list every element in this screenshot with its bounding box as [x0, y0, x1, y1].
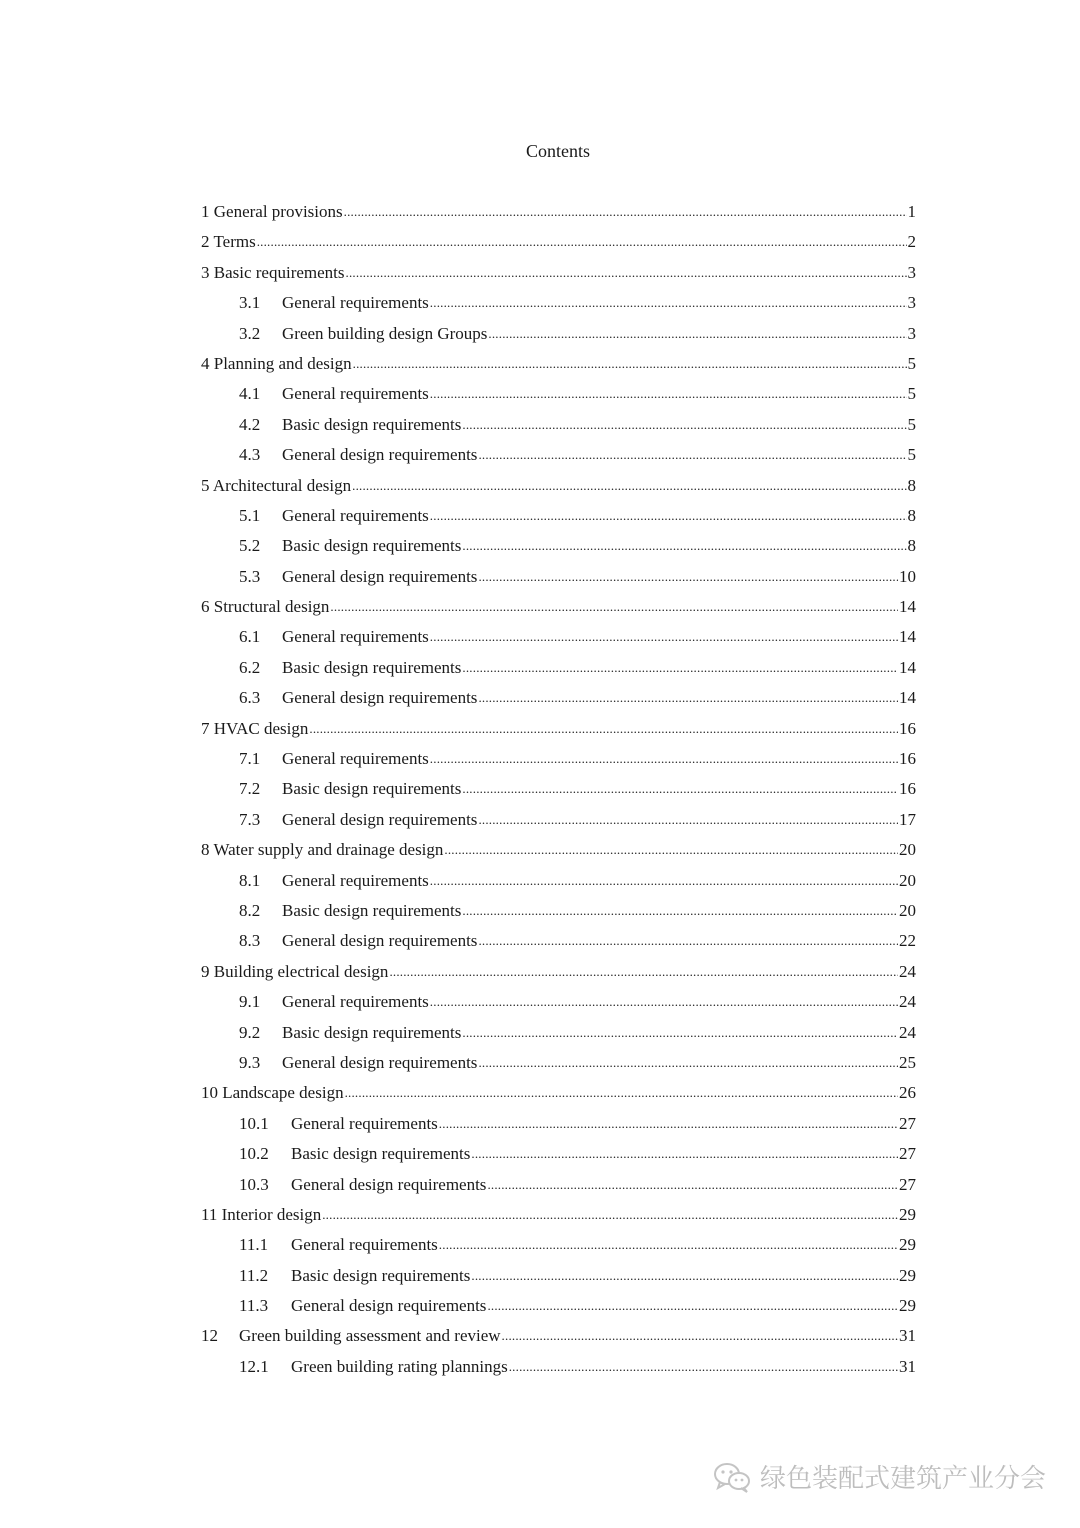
- toc-entry-label: General requirements: [282, 293, 429, 313]
- toc-chapter-entry[interactable]: [201, 349, 916, 379]
- toc-page-number: 5: [907, 445, 916, 465]
- toc-entry-title: [239, 562, 477, 592]
- toc-entry-number: 12.1: [239, 1356, 269, 1376]
- toc-entry-label: Planning and design: [213, 353, 352, 373]
- toc-dot-leader: [462, 530, 906, 561]
- toc-section-entry[interactable]: [201, 774, 916, 804]
- toc-entry-label: General requirements: [291, 1235, 438, 1255]
- toc-entry-title: [239, 319, 487, 349]
- toc-entry-label: General requirements: [282, 384, 429, 404]
- toc-page-number: 3: [907, 293, 916, 313]
- toc-entry-title: [201, 197, 343, 227]
- toc-dot-leader: [430, 500, 907, 531]
- toc-entry-label: General design requirements: [282, 445, 478, 465]
- toc-page-number: 29: [899, 1204, 916, 1224]
- toc-entry-title: [201, 227, 256, 257]
- toc-entry-number: 3.1: [239, 293, 261, 313]
- toc-entry-number: 8.1: [239, 870, 261, 890]
- toc-dot-leader: [309, 713, 898, 744]
- toc-entry-label: General design requirements: [282, 931, 478, 951]
- toc-dot-leader: [430, 865, 898, 896]
- toc-entry-label: Basic design requirements: [282, 1022, 462, 1042]
- table-of-contents: [201, 197, 916, 1382]
- toc-entry-title: [239, 987, 429, 1017]
- toc-dot-leader: [462, 652, 898, 683]
- toc-entry-title: [239, 1291, 486, 1321]
- toc-entry-title: [239, 1048, 477, 1078]
- toc-entry-label: Basic design requirements: [282, 657, 462, 677]
- toc-entry-label: Interior design: [221, 1204, 322, 1224]
- toc-section-entry[interactable]: [201, 410, 916, 440]
- toc-page-number: 27: [899, 1144, 916, 1164]
- toc-page-number: 5: [907, 353, 916, 373]
- toc-page-number: 10: [899, 566, 916, 586]
- toc-entry-title: [239, 531, 461, 561]
- toc-chapter-entry[interactable]: [201, 957, 916, 987]
- toc-dot-leader: [345, 1077, 898, 1108]
- toc-entry-label: General design requirements: [291, 1174, 487, 1194]
- toc-entry-title: [239, 683, 477, 713]
- toc-entry-label: Basic design requirements: [282, 900, 462, 920]
- toc-page-number: 27: [899, 1174, 916, 1194]
- toc-page-number: 31: [899, 1356, 916, 1376]
- toc-entry-number: 9.3: [239, 1052, 261, 1072]
- toc-dot-leader: [346, 257, 907, 288]
- toc-entry-label: Structural design: [213, 597, 330, 617]
- toc-page-number: 5: [907, 414, 916, 434]
- toc-dot-leader: [322, 1199, 898, 1230]
- toc-dot-leader: [439, 1229, 898, 1260]
- toc-entry-label: Building electrical design: [213, 961, 389, 981]
- toc-page-number: 8: [907, 505, 916, 525]
- toc-dot-leader: [462, 1017, 898, 1048]
- toc-page-number: 16: [899, 749, 916, 769]
- toc-entry-title: [239, 653, 461, 683]
- toc-entry-label: General design requirements: [291, 1296, 487, 1316]
- toc-dot-leader: [462, 895, 898, 926]
- toc-entry-label: Green building assessment and review: [239, 1326, 501, 1346]
- toc-dot-leader: [430, 287, 907, 318]
- toc-entry-number: 10.1: [239, 1113, 269, 1133]
- toc-page-number: 25: [899, 1052, 916, 1072]
- toc-entry-number: 7.3: [239, 809, 261, 829]
- toc-entry-label: Architectural design: [212, 475, 352, 495]
- toc-section-entry[interactable]: [201, 1352, 916, 1382]
- watermark: [712, 1458, 1046, 1495]
- toc-entry-number: 6.1: [239, 627, 261, 647]
- toc-dot-leader: [430, 621, 898, 652]
- toc-page-number: 8: [907, 475, 916, 495]
- toc-page-number: 24: [899, 961, 916, 981]
- toc-entry-label: HVAC design: [213, 718, 309, 738]
- toc-entry-label: Green building rating plannings: [291, 1356, 508, 1376]
- toc-entry-title: [239, 926, 477, 956]
- toc-dot-leader: [488, 318, 906, 349]
- toc-entry-number: 11.3: [239, 1296, 269, 1316]
- toc-entry-title: [201, 592, 329, 622]
- toc-entry-title: [239, 501, 429, 531]
- toc-chapter-entry[interactable]: [201, 227, 916, 257]
- toc-entry-number: 6: [201, 597, 210, 617]
- toc-entry-number: 10: [201, 1083, 218, 1103]
- toc-entry-title: [201, 957, 388, 987]
- toc-entry-number: 3.2: [239, 323, 261, 343]
- toc-dot-leader: [487, 1169, 898, 1200]
- toc-dot-leader: [502, 1320, 898, 1351]
- toc-dot-leader: [462, 409, 906, 440]
- toc-entry-label: Basic design requirements: [291, 1265, 471, 1285]
- toc-entry-title: [239, 1230, 438, 1260]
- toc-dot-leader: [430, 986, 898, 1017]
- toc-entry-label: General requirements: [282, 992, 429, 1012]
- toc-entry-title: [239, 1018, 461, 1048]
- toc-entry-number: 8.3: [239, 931, 261, 951]
- toc-chapter-entry[interactable]: [201, 835, 916, 865]
- toc-page-number: 20: [899, 870, 916, 890]
- toc-entry-title: [201, 258, 345, 288]
- toc-chapter-entry[interactable]: [201, 197, 916, 227]
- toc-entry-title: [239, 288, 429, 318]
- toc-entry-title: [239, 774, 461, 804]
- toc-page-number: 31: [899, 1326, 916, 1346]
- toc-entry-number: 11: [201, 1204, 218, 1224]
- toc-entry-label: General provisions: [213, 202, 343, 221]
- toc-page-number: 27: [899, 1113, 916, 1133]
- toc-section-entry[interactable]: [201, 1018, 916, 1048]
- toc-page-number: 24: [899, 992, 916, 1012]
- toc-page-number: 22: [899, 931, 916, 951]
- toc-entry-number: 9.2: [239, 1022, 261, 1042]
- toc-entry-title: [201, 1078, 344, 1108]
- toc-page-number: 29: [899, 1296, 916, 1316]
- wechat-icon: [712, 1461, 752, 1493]
- toc-page-number: 16: [899, 718, 916, 738]
- toc-section-entry[interactable]: [201, 1291, 916, 1321]
- toc-page-number: 29: [899, 1265, 916, 1285]
- toc-entry-label: General requirements: [282, 870, 429, 890]
- toc-entry-number: 7: [201, 718, 210, 738]
- toc-dot-leader: [330, 591, 898, 622]
- toc-entry-number: 3: [201, 262, 210, 282]
- toc-page-number: 3: [907, 262, 916, 282]
- toc-entry-number: 6.3: [239, 688, 261, 708]
- toc-dot-leader: [478, 925, 898, 956]
- toc-page-number: 24: [899, 1022, 916, 1042]
- toc-dot-leader: [478, 1047, 898, 1078]
- toc-entry-title: [239, 1109, 438, 1139]
- toc-dot-leader: [478, 682, 898, 713]
- toc-page-number: 26: [899, 1083, 916, 1103]
- toc-dot-leader: [439, 1108, 898, 1139]
- toc-page-number: 8: [907, 536, 916, 556]
- toc-entry-title: [201, 471, 351, 501]
- toc-dot-leader: [478, 804, 898, 835]
- toc-entry-label: Landscape design: [222, 1083, 344, 1103]
- toc-entry-number: 8: [201, 840, 210, 860]
- toc-section-entry[interactable]: [201, 1261, 916, 1291]
- toc-entry-label: General design requirements: [282, 688, 478, 708]
- toc-page-number: 3: [907, 323, 916, 343]
- toc-page-number: 17: [899, 809, 916, 829]
- toc-section-entry[interactable]: [201, 866, 916, 896]
- toc-entry-label: General requirements: [282, 505, 429, 525]
- toc-entry-number: 10.3: [239, 1174, 269, 1194]
- toc-entry-title: [201, 1321, 501, 1351]
- toc-entry-number: 12: [201, 1326, 218, 1346]
- toc-page-number: 14: [899, 688, 916, 708]
- toc-entry-number: 4.3: [239, 445, 261, 465]
- toc-dot-leader: [389, 956, 898, 987]
- toc-section-entry[interactable]: [201, 1048, 916, 1078]
- toc-section-entry[interactable]: [201, 1109, 916, 1139]
- toc-entry-title: [239, 896, 461, 926]
- toc-page-number: 5: [907, 384, 916, 404]
- toc-chapter-entry[interactable]: [201, 714, 916, 744]
- toc-entry-label: Terms: [213, 232, 256, 252]
- toc-entry-number: 11.1: [239, 1235, 269, 1255]
- toc-entry-number: 7.2: [239, 779, 261, 799]
- toc-section-entry[interactable]: [201, 622, 916, 652]
- toc-page-number: 20: [899, 900, 916, 920]
- toc-entry-title: [239, 1170, 486, 1200]
- toc-dot-leader: [462, 773, 898, 804]
- toc-chapter-entry[interactable]: [201, 471, 916, 501]
- toc-section-entry[interactable]: [201, 805, 916, 835]
- toc-dot-leader: [444, 834, 898, 865]
- toc-dot-leader: [471, 1138, 898, 1169]
- toc-entry-title: [239, 805, 477, 835]
- toc-entry-label: General design requirements: [282, 566, 478, 586]
- toc-dot-leader: [471, 1260, 898, 1291]
- toc-chapter-entry[interactable]: [201, 1200, 916, 1230]
- toc-section-entry[interactable]: [201, 562, 916, 592]
- toc-section-entry[interactable]: [201, 379, 916, 409]
- toc-section-entry[interactable]: [201, 501, 916, 531]
- page-title: Contents: [525, 141, 590, 161]
- toc-dot-leader: [430, 743, 898, 774]
- toc-entry-title: [239, 1139, 470, 1169]
- toc-entry-title: [239, 1352, 508, 1382]
- toc-entry-title: [239, 440, 477, 470]
- toc-chapter-entry[interactable]: [201, 592, 916, 622]
- toc-entry-number: 1: [201, 202, 210, 221]
- toc-section-entry[interactable]: [201, 440, 916, 470]
- toc-dot-leader: [487, 1290, 898, 1321]
- toc-entry-label: Green building design Groups: [282, 323, 488, 343]
- toc-entry-number: 10.2: [239, 1144, 269, 1164]
- toc-page-number: 2: [907, 232, 916, 252]
- toc-entry-number: 5.2: [239, 536, 261, 556]
- toc-entry-label: General requirements: [282, 749, 429, 769]
- toc-chapter-entry[interactable]: [201, 1078, 916, 1108]
- toc-dot-leader: [430, 378, 907, 409]
- toc-section-entry[interactable]: [201, 744, 916, 774]
- toc-section-entry[interactable]: [201, 683, 916, 713]
- toc-section-entry[interactable]: [201, 319, 916, 349]
- toc-entry-number: 9.1: [239, 992, 261, 1012]
- toc-entry-label: General requirements: [291, 1113, 438, 1133]
- toc-entry-number: 9: [201, 961, 210, 981]
- toc-entry-number: 6.2: [239, 657, 261, 677]
- toc-entry-title: [201, 349, 352, 379]
- toc-chapter-entry[interactable]: [201, 1321, 916, 1351]
- toc-page-number: 20: [899, 840, 916, 860]
- toc-entry-number: 2: [201, 232, 210, 252]
- toc-dot-leader: [478, 561, 898, 592]
- toc-dot-leader: [344, 196, 907, 227]
- toc-entry-label: Basic design requirements: [282, 779, 462, 799]
- toc-entry-title: [239, 744, 429, 774]
- toc-entry-number: 5.3: [239, 566, 261, 586]
- toc-entry-title: [239, 379, 429, 409]
- toc-entry-label: General requirements: [282, 627, 429, 647]
- toc-section-entry[interactable]: [201, 1230, 916, 1260]
- toc-entry-title: [201, 714, 308, 744]
- toc-entry-label: General design requirements: [282, 1052, 478, 1072]
- toc-entry-number: 4: [201, 353, 210, 373]
- toc-page-number: 29: [899, 1235, 916, 1255]
- toc-entry-label: Basic requirements: [213, 262, 345, 282]
- toc-chapter-entry[interactable]: [201, 258, 916, 288]
- toc-section-entry[interactable]: [201, 926, 916, 956]
- toc-entry-title: [201, 1200, 321, 1230]
- toc-entry-number: 7.1: [239, 749, 261, 769]
- toc-page-number: 16: [899, 779, 916, 799]
- toc-section-entry[interactable]: [201, 288, 916, 318]
- toc-section-entry[interactable]: [201, 531, 916, 561]
- toc-section-entry[interactable]: [201, 896, 916, 926]
- toc-entry-title: [201, 835, 443, 865]
- toc-dot-leader: [353, 348, 907, 379]
- toc-entry-label: Basic design requirements: [291, 1144, 471, 1164]
- toc-section-entry[interactable]: [201, 1139, 916, 1169]
- toc-entry-number: 4.2: [239, 414, 261, 434]
- toc-entry-number: 5: [201, 475, 210, 495]
- toc-dot-leader: [257, 226, 907, 257]
- toc-section-entry[interactable]: [201, 653, 916, 683]
- toc-entry-number: 11.2: [239, 1265, 269, 1285]
- toc-entry-number: 8.2: [239, 900, 261, 920]
- toc-dot-leader: [478, 439, 906, 470]
- toc-entry-label: Water supply and drainage design: [213, 840, 444, 860]
- toc-entry-number: 5.1: [239, 505, 261, 525]
- toc-entry-label: General design requirements: [282, 809, 478, 829]
- watermark-text: 绿色装配式建筑产业分会: [759, 1464, 1046, 1494]
- toc-page-number: 1: [907, 202, 916, 221]
- toc-page-number: 14: [899, 627, 916, 647]
- toc-entry-label: Basic design requirements: [282, 536, 462, 556]
- toc-section-entry[interactable]: [201, 987, 916, 1017]
- toc-section-entry[interactable]: [201, 1170, 916, 1200]
- toc-dot-leader: [352, 470, 906, 501]
- toc-entry-title: [239, 622, 429, 652]
- toc-entry-title: [239, 866, 429, 896]
- toc-entry-title: [239, 1261, 470, 1291]
- toc-entry-number: 4.1: [239, 384, 261, 404]
- toc-entry-title: [239, 410, 461, 440]
- toc-page-number: 14: [899, 597, 916, 617]
- toc-dot-leader: [509, 1351, 898, 1382]
- toc-page-number: 14: [899, 657, 916, 677]
- toc-entry-label: Basic design requirements: [282, 414, 462, 434]
